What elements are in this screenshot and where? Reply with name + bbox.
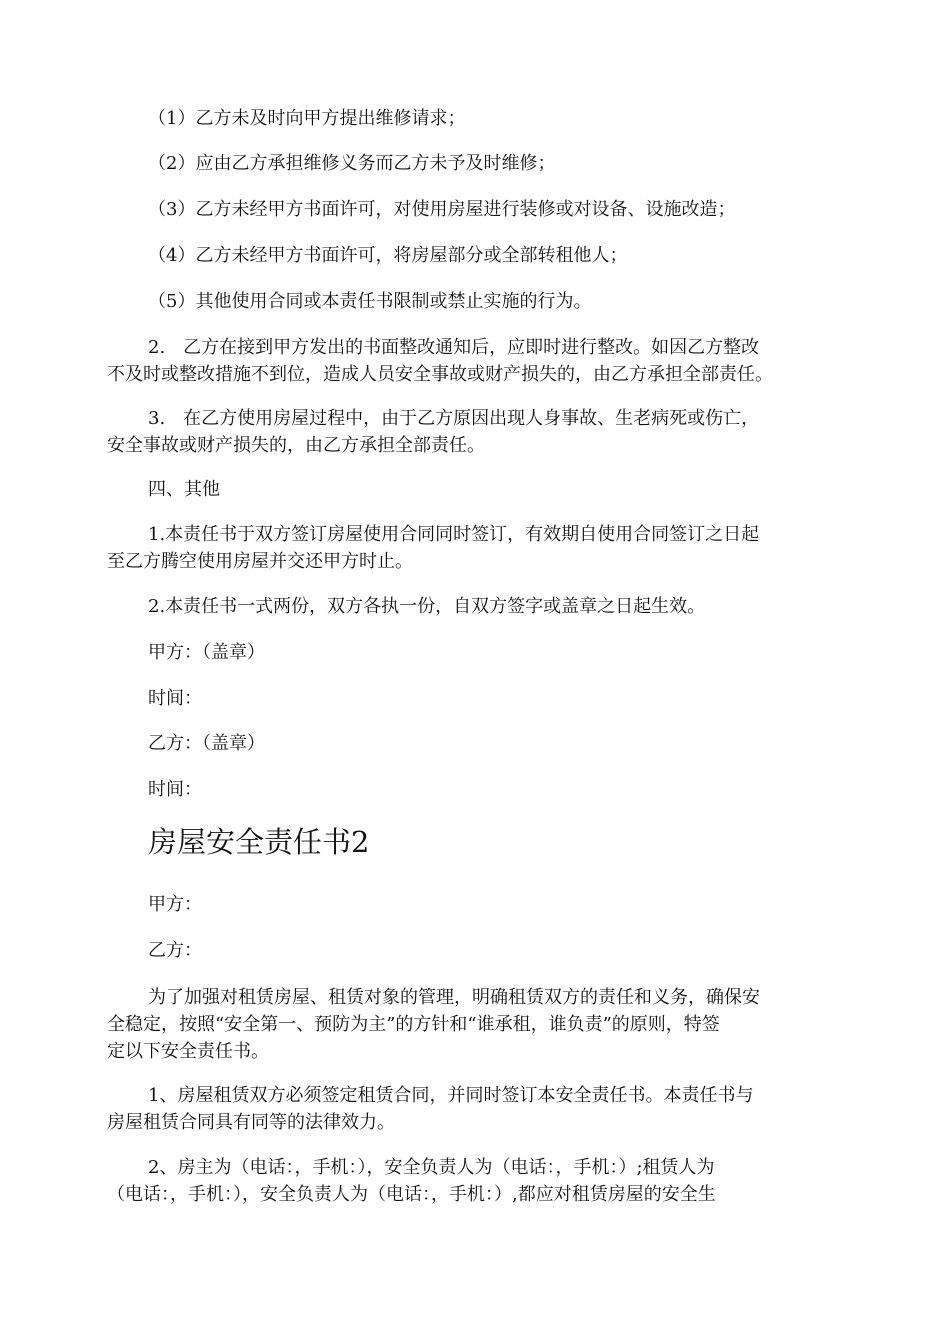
list-item-4: （4）乙方未经甲方书面许可，将房屋部分或全部转租他人；	[148, 245, 628, 266]
paragraph-3-line-2: 安全事故或财产损失的，由乙方承担全部责任。	[107, 435, 485, 456]
clause-2-line-2: （电话：，手机：），安全负责人为（电话：，手机：）,都应对租赁房屋的安全生	[107, 1184, 716, 1205]
second-party-b: 乙方：	[148, 940, 202, 961]
intro-line-3: 定以下安全责任书。	[107, 1041, 269, 1062]
page-title: 房屋安全责任书2	[148, 825, 370, 859]
second-party-a: 甲方：	[148, 894, 202, 915]
party-a-signature: 甲方：（盖章）	[148, 642, 265, 663]
paragraph-3-line-1: 3. 在乙方使用房屋过程中，由于乙方原因出现人身事故、生老病死或伤亡，	[148, 408, 760, 429]
section-item-1-line-1: 1.本责任书于双方签订房屋使用合同同时签订，有效期自使用合同签订之日起	[148, 524, 760, 545]
list-item-3: （3）乙方未经甲方书面许可，对使用房屋进行装修或对设备、设施改造；	[148, 199, 736, 220]
party-b-signature: 乙方：（盖章）	[148, 733, 265, 754]
list-item-1: （1）乙方未及时向甲方提出维修请求；	[148, 108, 466, 129]
intro-line-2: 全稳定，按照“安全第一、预防为主”的方针和“谁承租，谁负责”的原则，特签	[107, 1014, 720, 1035]
list-item-5: （5）其他使用合同或本责任书限制或禁止实施的行为。	[148, 291, 592, 312]
clause-2-line-1: 2、房主为（电话：，手机：），安全负责人为（电话：，手机：）;租赁人为	[148, 1157, 715, 1178]
list-item-2: （2）应由乙方承担维修义务而乙方未予及时维修；	[148, 153, 556, 174]
party-a-time: 时间：	[148, 688, 202, 709]
party-b-time: 时间：	[148, 779, 202, 800]
paragraph-2-line-1: 2. 乙方在接到甲方发出的书面整改通知后，应即时进行整改。如因乙方整改	[148, 337, 760, 358]
clause-1-line-2: 房屋租赁合同具有同等的法律效力。	[107, 1112, 395, 1133]
section-item-1-line-2: 至乙方腾空使用房屋并交还甲方时止。	[107, 551, 413, 572]
intro-line-1: 为了加强对租赁房屋、租赁对象的管理，明确租赁双方的责任和义务，确保安	[148, 987, 760, 1008]
section-heading: 四、其他	[148, 479, 220, 500]
clause-1-line-1: 1、房屋租赁双方必须签定租赁合同，并同时签订本安全责任书。本责任书与	[148, 1085, 754, 1106]
paragraph-2-line-2: 不及时或整改措施不到位，造成人员安全事故或财产损失的，由乙方承担全部责任。	[107, 364, 773, 385]
section-item-2: 2.本责任书一式两份，双方各执一份，自双方签字或盖章之日起生效。	[148, 596, 706, 617]
